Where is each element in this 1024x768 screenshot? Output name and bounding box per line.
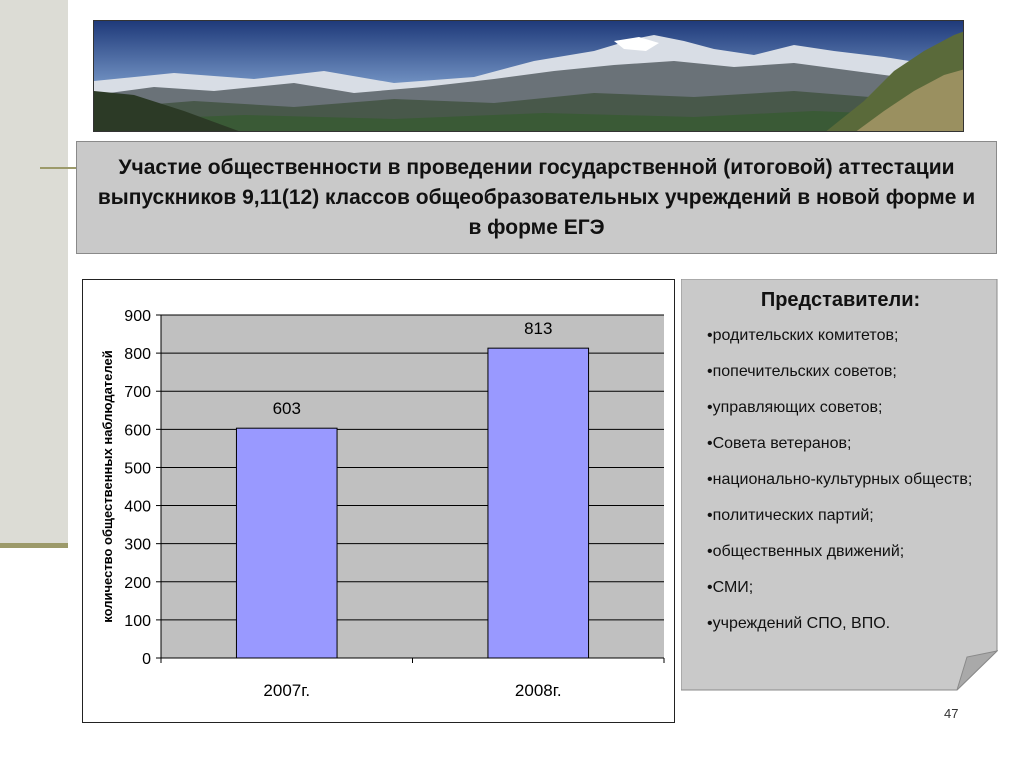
x-tick-label: 2007г. [263, 681, 311, 700]
representatives-panel [681, 279, 998, 691]
bar-chart-svg [83, 280, 676, 724]
list-item: •национально-культурных обществ; [707, 471, 973, 488]
mountain-banner-image [93, 20, 964, 132]
list-item: •попечительских советов; [707, 363, 897, 380]
y-tick-label: 700 [124, 384, 151, 402]
bar [488, 348, 589, 658]
representatives-list [707, 326, 984, 634]
y-tick-label: 300 [124, 536, 151, 554]
list-item: •общественных движений; [707, 543, 905, 560]
slide-title: Участие общественности в проведении государственной (итоговой) аттестации выпускников 9,11(12) классов общеобразовательных учреждений в новой форме и в форме ЕГЭ [97, 155, 976, 239]
data-label: 813 [524, 319, 553, 339]
list-item: •учреждений СПО, ВПО. [707, 615, 891, 632]
y-tick-label: 100 [124, 612, 151, 630]
y-tick-label: 800 [124, 346, 151, 364]
page-number: 47 [944, 706, 959, 721]
bar-chart [82, 279, 675, 723]
y-tick-label: 0 [142, 651, 151, 668]
y-tick-label: 500 [124, 460, 151, 478]
slide-title-box [76, 141, 997, 254]
y-axis-label: количество общественных наблюдателей [100, 350, 115, 623]
title-connector-line [40, 167, 77, 169]
bar [236, 428, 337, 658]
data-label: 603 [272, 399, 301, 419]
list-item: •родительских комитетов; [707, 327, 899, 344]
list-item: •Совета ветеранов; [707, 435, 852, 452]
y-tick-label: 600 [124, 422, 151, 440]
y-tick-label: 400 [124, 498, 151, 516]
x-tick-label: 2008г. [514, 681, 562, 700]
y-tick-label: 900 [124, 308, 151, 325]
list-item: •политических партий; [707, 507, 874, 524]
side-decor-band [0, 0, 68, 545]
side-decor-line [0, 543, 68, 548]
representatives-heading: Представители: [760, 289, 921, 311]
list-item: •управляющих советов; [707, 399, 883, 416]
y-tick-label: 200 [124, 574, 151, 592]
list-item: •СМИ; [707, 579, 754, 596]
